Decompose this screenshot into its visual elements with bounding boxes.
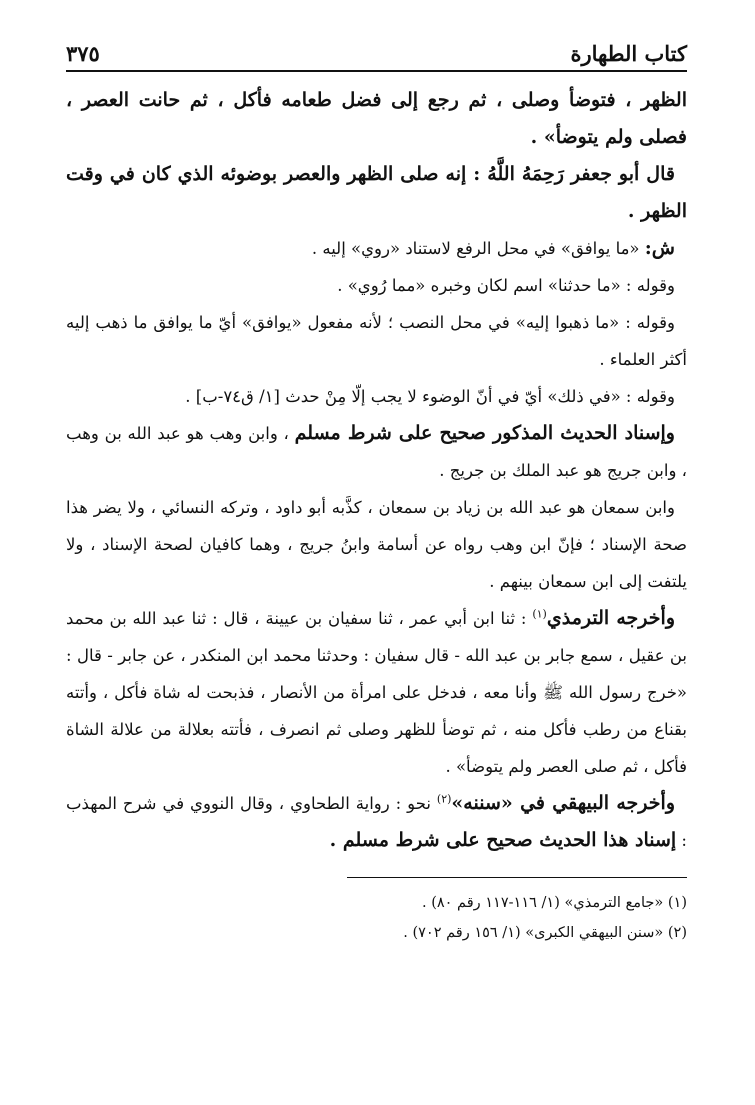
paragraph-1: الظهر ، فتوضأ وصلى ، ثم رجع إلى فضل طعامه فأكل ، ثم حانت العصر ، فصلى ولم يتوضأ» . — [66, 89, 687, 148]
running-head — [66, 22, 687, 66]
page-body — [66, 82, 687, 859]
page-number: ٣٧٥ — [66, 41, 100, 66]
footnote-1: (١) «جامع الترمذي» (١/ ١١٦-١١٧ رقم ٨٠) . — [421, 895, 687, 911]
paragraph-10-bold-end: إسناد هذا الحديث صحيح على شرط مسلم . — [329, 829, 677, 851]
paragraph-7-text: ، وابن وهب هو عبد الله بن وهب ، وابن جريج هو عبد الملك بن جريج . — [66, 424, 687, 480]
paragraph-10 — [66, 785, 687, 859]
paragraph-3 — [66, 230, 687, 267]
paragraph-3-text: «ما يوافق» في محل الرفع لاستناد «روي» إليه . — [311, 239, 645, 258]
paragraph-6: وقوله : «في ذلك» أيّ في أنّ الوضوء لا يجب إلّا مِنْ حدث [١/ ق٧٤-ب] . — [185, 387, 675, 406]
paragraph-9-text: : ثنا ابن أبي عمر ، ثنا سفيان بن عيينة ، قال : ثنا عبد الله بن محمد بن عقيل ، سمع جابر بن عبد الله - قال سفيان : وحدثنا محمد ابن المنكدر ، عن جابر - قال : «خرج رسول الله ﷺ وأنا معه ، فدخل على امرأة من الأنصار ، فذبحت له شاة فأكل ، وأتته بقناع من رطب فأكل منه ، ثم توضأ للظهر وصلى ثم انصرف ، فأتته بعلالة من علالة الشاة فأكل ، ثم صلى العصر ولم يتوضأ» . — [66, 609, 687, 776]
footnote-rule — [347, 877, 687, 878]
paragraph-7 — [66, 415, 687, 489]
paragraph-10-text: نحو : رواية الطحاوي ، وقال النووي في شرح المهذب : — [66, 794, 687, 850]
footnote-2: (٢) «سنن البيهقي الكبرى» (١/ ١٥٦ رقم ٧٠٢) . — [403, 925, 687, 941]
footnotes — [66, 888, 687, 948]
paragraph-9 — [66, 600, 687, 785]
paragraph-7-bold: وإسناد الحديث المذكور صحيح على شرط مسلم — [294, 422, 675, 444]
book-title: كتاب الطهارة — [570, 41, 687, 66]
footnote-ref-2[interactable]: (٢) — [436, 792, 452, 806]
paragraph-2: قال أبو جعفر رَحِمَهُ اللَّهُ : إنه صلى الظهر والعصر بوضوئه الذي كان في وقت الظهر . — [66, 163, 687, 222]
paragraph-5: وقوله : «ما ذهبوا إليه» في محل النصب ؛ لأنه مفعول «يوافق» أيّ ما يوافق ما ذهب إليه أكثر العلماء . — [66, 313, 687, 369]
footnote-ref-1[interactable]: (١) — [532, 607, 547, 621]
paragraph-8: وابن سمعان هو عبد الله بن زياد بن سمعان ، كذَّبه أبو داود ، وتركه النسائي ، ولا يضر هذا صحة الإسناد ؛ فإنّ ابن وهب رواه عن أسامة وابنُ جريج ، وهما كافيان لصحة الإسناد ، ولا يلتفت إلى ابن سمعان بينهم . — [66, 498, 687, 591]
paragraph-10-bold: وأخرجه البيهقي في «سننه» — [451, 792, 675, 814]
paragraph-9-bold: وأخرجه الترمذي — [546, 607, 675, 629]
commentary-label: ش: — [644, 237, 675, 259]
paragraph-4: وقوله : «ما حدثنا» اسم لكان وخبره «مما رُوي» . — [337, 276, 675, 295]
header-rule — [66, 70, 687, 72]
